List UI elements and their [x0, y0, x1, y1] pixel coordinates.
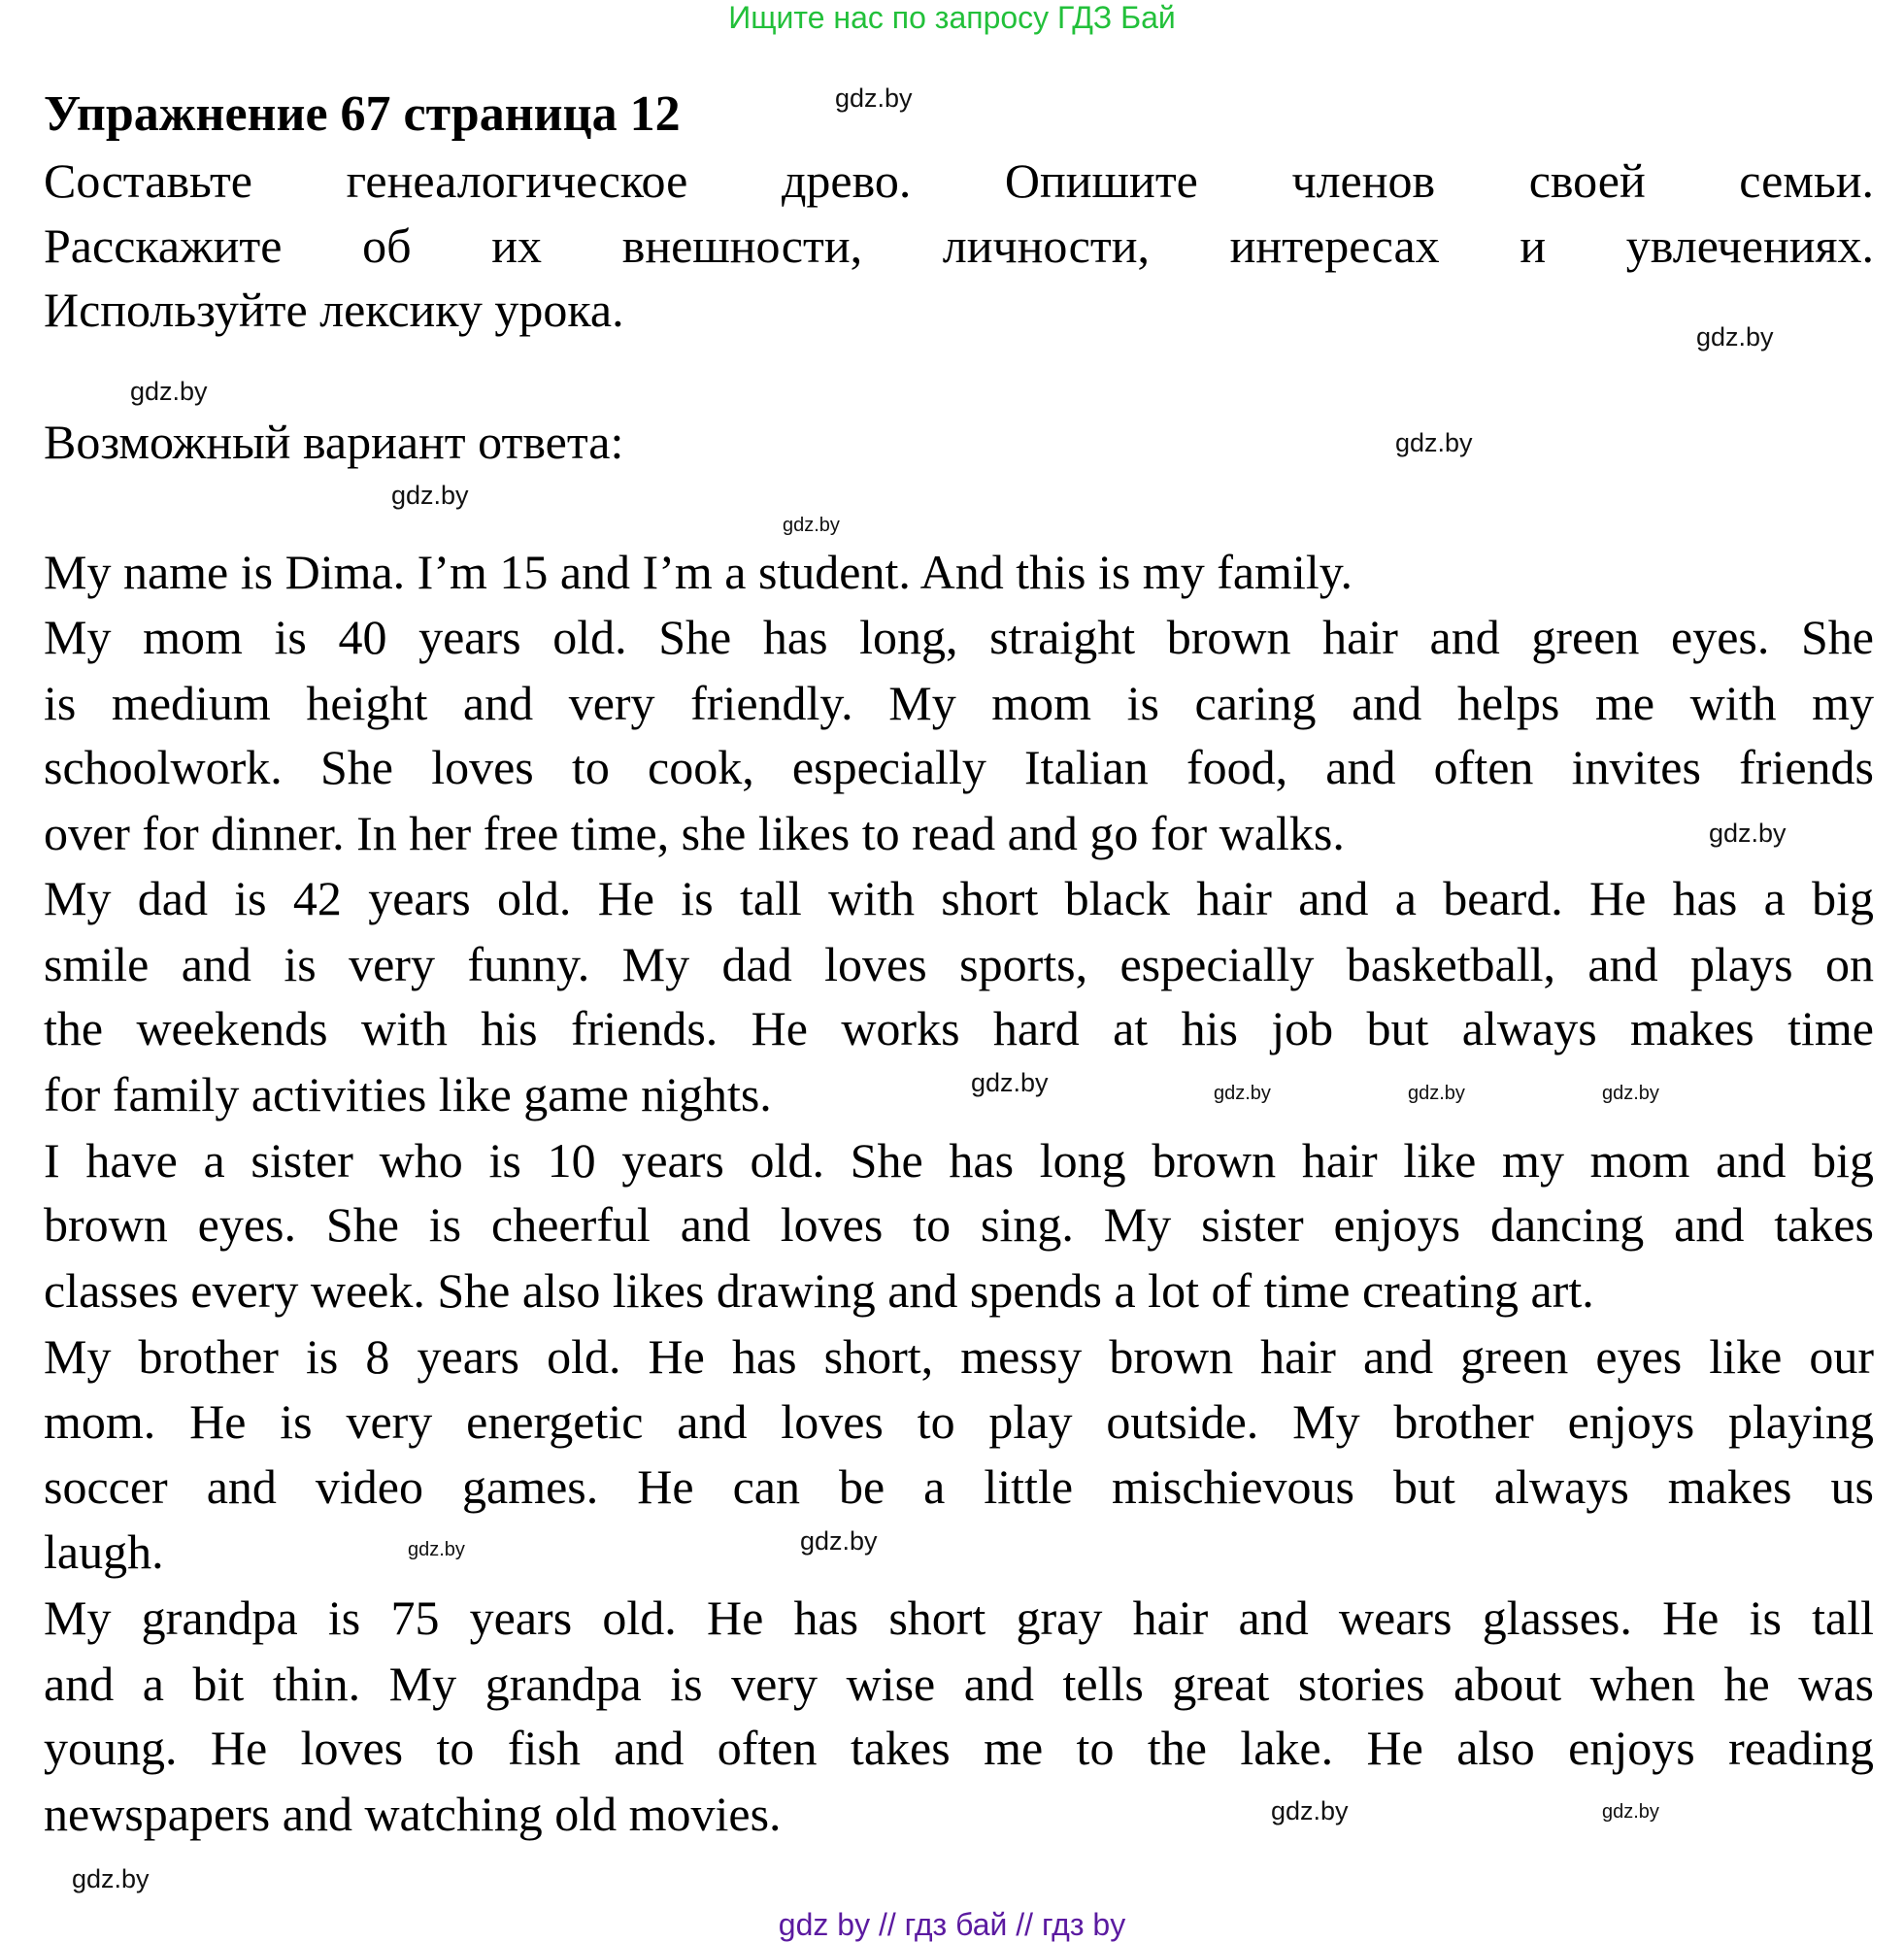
watermark: gdz.by — [1602, 1083, 1659, 1104]
answer-line: My grandpa is 75 years old. He has short gray hair and wears glasses. He is tall — [44, 1590, 1874, 1645]
header-banner: Ищите нас по запросу ГДЗ Бай — [728, 0, 1176, 35]
task-line: Расскажите об их внешности, личности, интересах и увлечениях. — [44, 218, 1874, 273]
watermark: gdz.by — [1214, 1083, 1271, 1104]
answer-line: smile and is very funny. My dad loves sports, especially basketball, and plays on — [44, 937, 1874, 991]
answer-line: newspapers and watching old movies. — [44, 1787, 782, 1841]
footer-links: gdz by // гдз бай // гдз by — [778, 1907, 1126, 1942]
watermark: gdz.by — [1696, 322, 1774, 352]
watermark: gdz.by — [408, 1539, 465, 1560]
task-line: Используйте лексику урока. — [44, 283, 624, 337]
answer-line: My mom is 40 years old. She has long, straight brown hair and green eyes. She — [44, 610, 1874, 664]
answer-line: brown eyes. She is cheerful and loves to sing. My sister enjoys dancing and takes — [44, 1197, 1874, 1252]
answer-line: soccer and video games. He can be a little mischievous but always makes us — [44, 1459, 1874, 1514]
answer-line: My name is Dima. I’m 15 and I’m a student. And this is my family. — [44, 545, 1353, 599]
watermark: gdz.by — [1709, 819, 1787, 848]
watermark: gdz.by — [971, 1068, 1049, 1097]
answer-line: schoolwork. She loves to cook, especially Italian food, and often invites friends — [44, 740, 1874, 794]
page-title: Упражнение 67 страница 12 — [44, 86, 681, 142]
answer-line: over for dinner. In her free time, she likes to read and go for walks. — [44, 806, 1345, 860]
answer-line: laugh. — [44, 1524, 164, 1579]
answer-line: mom. He is very energetic and loves to play outside. My brother enjoys playing — [44, 1394, 1874, 1449]
watermark: gdz.by — [130, 377, 208, 406]
watermark: gdz.by — [1602, 1801, 1659, 1823]
answer-line: the weekends with his friends. He works hard at his job but always makes time — [44, 1001, 1874, 1055]
answer-line: is medium height and very friendly. My mom is caring and helps me with my — [44, 676, 1874, 730]
watermark: gdz.by — [835, 84, 913, 113]
watermark: gdz.by — [1271, 1796, 1349, 1825]
answer-line: for family activities like game nights. — [44, 1067, 772, 1122]
answer-line: My dad is 42 years old. He is tall with short black hair and a beard. He has a big — [44, 871, 1874, 925]
answer-line: classes every week. She also likes drawing and spends a lot of time creating art. — [44, 1263, 1594, 1318]
answer-line: I have a sister who is 10 years old. She has long brown hair like my mom and big — [44, 1133, 1874, 1188]
watermark: gdz.by — [391, 481, 469, 510]
watermark: gdz.by — [783, 515, 840, 536]
watermark: gdz.by — [1395, 428, 1473, 457]
answer-line: My brother is 8 years old. He has short, messy brown hair and green eyes like our — [44, 1329, 1874, 1384]
watermark: gdz.by — [72, 1864, 150, 1893]
answer-label: Возможный вариант ответа: — [44, 415, 624, 469]
answer-line: and a bit thin. My grandpa is very wise and tells great stories about when he was — [44, 1657, 1874, 1711]
watermark: gdz.by — [800, 1526, 878, 1556]
answer-line: young. He loves to fish and often takes me to the lake. He also enjoys reading — [44, 1721, 1874, 1775]
task-line: Составьте генеалогическое древо. Опишите членов своей семьи. — [44, 153, 1874, 208]
watermark: gdz.by — [1408, 1083, 1465, 1104]
